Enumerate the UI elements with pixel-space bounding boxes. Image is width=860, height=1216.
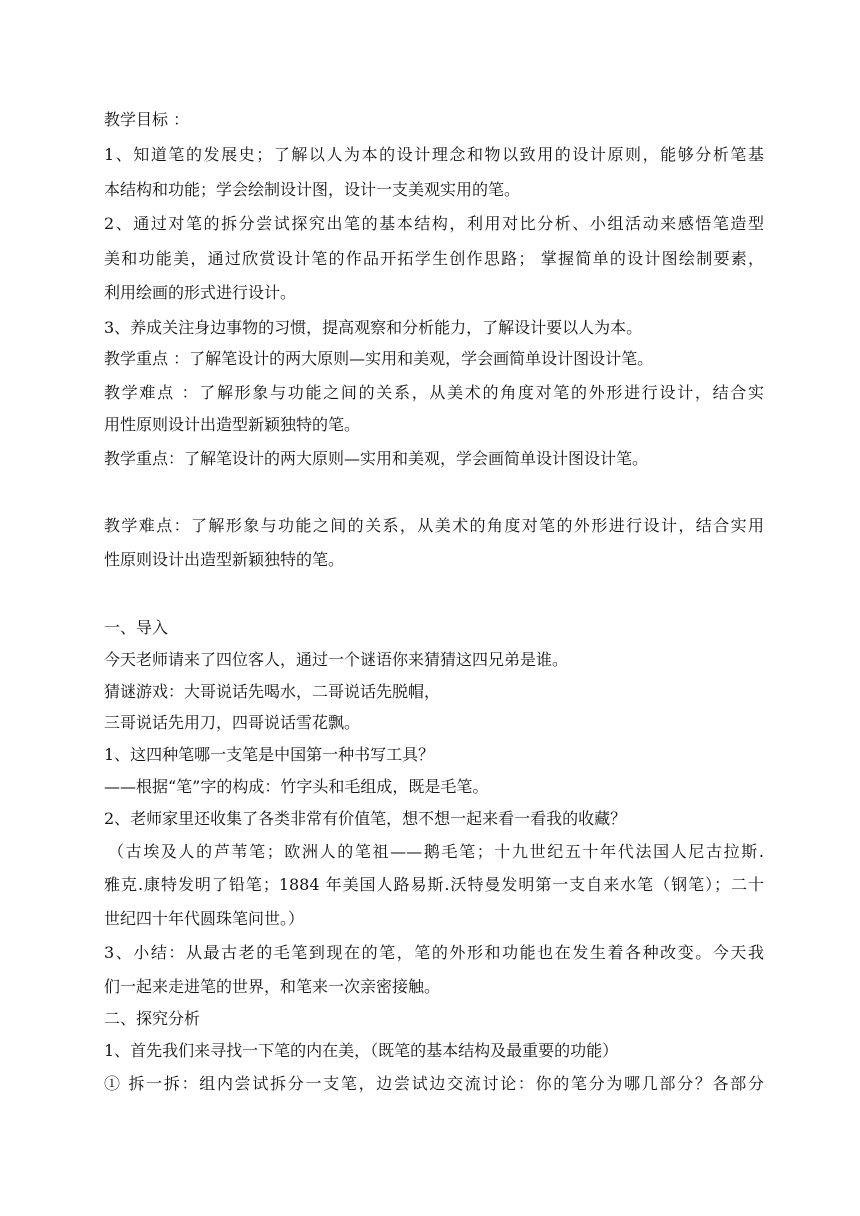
objective-2-line-3: 利用绘画的形式进行设计。: [104, 283, 297, 302]
key-points-line: 教学重点 ：了解笔设计的两大原则—实用和美观，学会画简单设计图设计笔。: [104, 349, 654, 368]
answer-1-line: ——根据“笔”字的构成：竹字头和毛组成，既是毛笔。: [104, 777, 489, 796]
riddle-line-2: 三哥说话先用刀，四哥说话雪花飘。: [104, 713, 361, 732]
riddle-line-1: 猜谜游戏：大哥说话先喝水，二哥说话先脱帽，: [104, 682, 441, 701]
key-points-repeat-line: 教学重点：了解笔设计的两大原则—实用和美观，学会画简单设计图设计笔。: [104, 449, 649, 468]
objective-2-line-2: 美和功能美，通过欣赏设计笔的作品开拓学生创作思路； 掌握简单的设计图绘制要素，: [104, 249, 764, 268]
difficulty-line-1: 教学难点 ：了解形象与功能之间的关系，从美术的角度对笔的外形进行设计，结合实: [104, 383, 764, 402]
summary-line-2: 们一起来走进笔的世界，和笔来一次亲密接触。: [104, 977, 441, 996]
question-1-line: 1、这四种笔哪一支笔是中国第一种书写工具？: [104, 745, 435, 764]
section-intro-heading: 一、导入: [104, 618, 169, 637]
objectives-heading: 教学目标 ：: [104, 110, 190, 129]
explore-step-1-line: 1、首先我们来寻找一下笔的内在美，（既笔的基本结构及最重要的功能）: [104, 1041, 619, 1060]
intro-paragraph: 今天老师请来了四位客人，通过一个谜语你来猜猜这四兄弟是谁。: [104, 650, 569, 669]
collection-line-1: （古埃及人的芦苇笔；欧洲人的笔祖——鹅毛笔；十九世纪五十年代法国人尼古拉斯.: [108, 842, 764, 861]
section-explore-heading: 二、探究分析: [104, 1009, 201, 1028]
difficulty-line-2: 用性原则设计出造型新颖独特的笔。: [104, 415, 361, 434]
difficulty-repeat-line-2: 性原则设计出造型新颖独特的笔。: [104, 550, 345, 569]
question-2-line: 2、老师家里还收集了各类非常有价值笔，想不想一起来看一看我的收藏？: [104, 809, 627, 828]
difficulty-repeat-line-1: 教学难点：了解形象与功能之间的关系，从美术的角度对笔的外形进行设计，结合实用: [104, 516, 764, 535]
objective-1-line-2: 本结构和功能；学会绘制设计图，设计一支美观实用的笔。: [104, 180, 521, 199]
objective-1-line-1: 1、知道笔的发展史；了解以人为本的设计理念和物以致用的设计原则，能够分析笔基: [104, 145, 764, 164]
collection-line-3: 世纪四十年代圆珠笔问世。）: [104, 909, 305, 928]
objective-2-line-1: 2、通过对笔的拆分尝试探究出笔的基本结构，利用对比分析、小组活动来感悟笔造型: [104, 214, 764, 233]
collection-line-2: 雅克.康特发明了铅笔；1884 年美国人路易斯.沃特曼发明第一支自来水笔（钢笔）；二十: [104, 875, 764, 894]
objective-3-line: 3、养成关注身边事物的习惯，提高观察和分析能力，了解设计要以人为本。: [104, 318, 643, 337]
explore-disassemble-line: ① 拆一拆：组内尝试拆分一支笔，边尝试边交流讨论：你的笔分为哪几部分？各部分: [104, 1074, 764, 1093]
summary-line-1: 3、小结：从最古老的毛笔到现在的笔，笔的外形和功能也在发生着各种改变。今天我: [104, 943, 764, 962]
